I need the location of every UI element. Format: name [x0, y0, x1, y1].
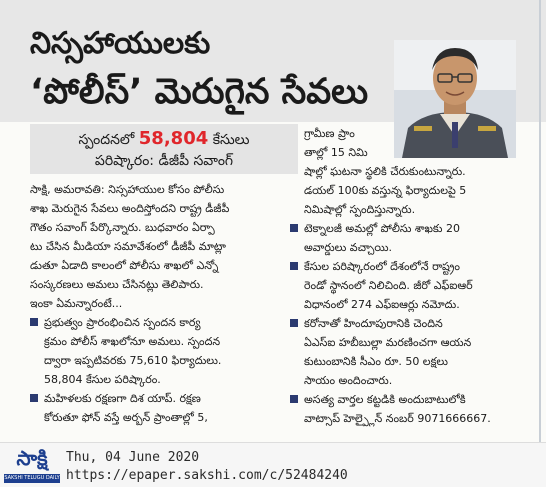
- headline-line-2: ‘పోలీస్’ మెరుగైన సేవలు: [30, 72, 369, 112]
- bullet-line: 58,804 కేసుల పరిష్కారం.: [44, 373, 161, 386]
- bullet-item: [290, 390, 512, 428]
- bullet-line: ఏఎస్ఐ హబీబుల్లా మరణించగా ఆయన: [304, 336, 472, 349]
- bullet-line: సాయం అందించారు.: [304, 374, 393, 387]
- headline-line-1: నిస్సహాయులకు: [30, 26, 211, 61]
- bullet-line: కేసుల పరిష్కారంలో దేశంలోనే రాష్ట్రం: [304, 260, 460, 273]
- bullet-line: క్రమం పోలీస్ శాఖలోనూ అమలు. స్పందన: [44, 335, 221, 348]
- bullet-square-icon: [290, 395, 298, 403]
- sakshi-logo[interactable]: [4, 448, 60, 484]
- intro-line: టు చేసిన మీడియా సమావేశంలో డీజీపీ మాట్లా: [30, 240, 226, 253]
- publish-date: Thu, 04 June 2020: [66, 450, 200, 465]
- continued-line: నిమిషాల్లో స్పందిస్తున్నారు.: [304, 203, 416, 216]
- bullet-line: రెండో స్థానంలో నిలిచింది. జీరో ఎఫ్ఐఆర్: [304, 279, 473, 292]
- logo-tagline: SAKSHI TELUGU DAILY: [4, 475, 60, 481]
- bullet-line: టెక్నాలజీ అమల్లో పోలీసు శాఖకు 20: [304, 222, 460, 235]
- continued-line: గ్రామీణ ప్రాం: [304, 127, 355, 140]
- bullet-square-icon: [290, 224, 298, 232]
- logo-wordmark: సాక్షి: [16, 446, 48, 470]
- epaper-footer: [0, 442, 546, 487]
- intro-line: డుతూ ఏడాది కాలంలో పోలీసు శాఖలో ఎన్నో: [30, 259, 219, 272]
- bullet-line: కోరుతూ ఫోన్ వస్తే అర్బన్ ప్రాంతాల్లో 5,: [44, 411, 208, 424]
- intro-line: సాక్షి, అమరావతి: నిస్సహాయుల కోసం పోలీసు: [30, 183, 225, 196]
- bullet-line: వాట్సాప్ హెల్ప్లైన్ నంబర్ 9071666667.: [304, 412, 491, 425]
- lead-in: ఇంకా ఏమన్నారంటే...: [30, 297, 123, 310]
- bullet-square-icon: [290, 262, 298, 270]
- bullet-line: అవార్డులు వచ్చాయి.: [304, 241, 393, 254]
- bullet-item: [290, 257, 512, 314]
- subheadline-line-1: [30, 128, 298, 151]
- bullet-line: ద్వారా ఇప్పటివరకు 75,610 ఫిర్యాదులు.: [44, 354, 222, 367]
- bullet-item: [30, 389, 300, 427]
- continued-line: తాల్లో 15 నిమి: [304, 146, 368, 159]
- continued-line: డయల్ 100కు వస్తున్న ఫిర్యాదులపై 5: [304, 184, 467, 197]
- subheadline-box: [30, 124, 298, 174]
- bullet-line: కరోనాతో హిందూపురానికి చెందిన: [304, 317, 443, 330]
- intro-line: గౌతం సవాంగ్ పేర్కొన్నారు. బుధవారం ఏర్పా: [30, 221, 215, 234]
- bullet-line: ప్రభుత్వం ప్రారంభించిన స్పందన కార్య: [44, 316, 201, 329]
- bullet-square-icon: [30, 394, 38, 402]
- bullet-line: విధానంలో 274 ఎఫ్ఐఆర్లు నమోదు.: [304, 298, 460, 311]
- bullet-item: [290, 219, 512, 257]
- bullet-square-icon: [290, 319, 298, 327]
- intro-line: సంస్కరణలు అమలు చేసినట్లు తెలిపారు.: [30, 278, 204, 291]
- continued-line: షాల్లో ఘటనా స్థలికి చేరుకుంటున్నారు.: [304, 165, 466, 178]
- bullet-line: అసత్య వార్తల కట్టడికి అందుబాటులోకి: [304, 393, 466, 406]
- subheadline-line-2: పరిష్కారం: డీజీపీ సవాంగ్: [94, 153, 234, 169]
- left-column: [30, 180, 300, 427]
- cases-solved-count: 58,804: [138, 128, 209, 149]
- bullet-item: [30, 313, 300, 389]
- subheadline-prefix: స్పందనలో: [78, 132, 135, 148]
- right-column: [290, 124, 512, 428]
- intro-line: శాఖ మెరుగైన సేవలు అందిస్తోందని రాష్ట్ర డీజీపీ: [30, 202, 230, 215]
- bullet-line: కుటుంబానికి సీఎం రూ. 50 లక్షలు: [304, 355, 448, 368]
- epaper-link[interactable]: https://epaper.sakshi.com/c/52484240: [66, 468, 348, 483]
- bullet-square-icon: [30, 318, 38, 326]
- bullet-line: మహిళలకు రక్షణగా దిశ యాప్. రక్షణ: [44, 392, 201, 405]
- bullet-item: [290, 314, 512, 390]
- subheadline-suffix: కేసులు: [212, 132, 250, 148]
- clip-edge-divider: [539, 0, 541, 442]
